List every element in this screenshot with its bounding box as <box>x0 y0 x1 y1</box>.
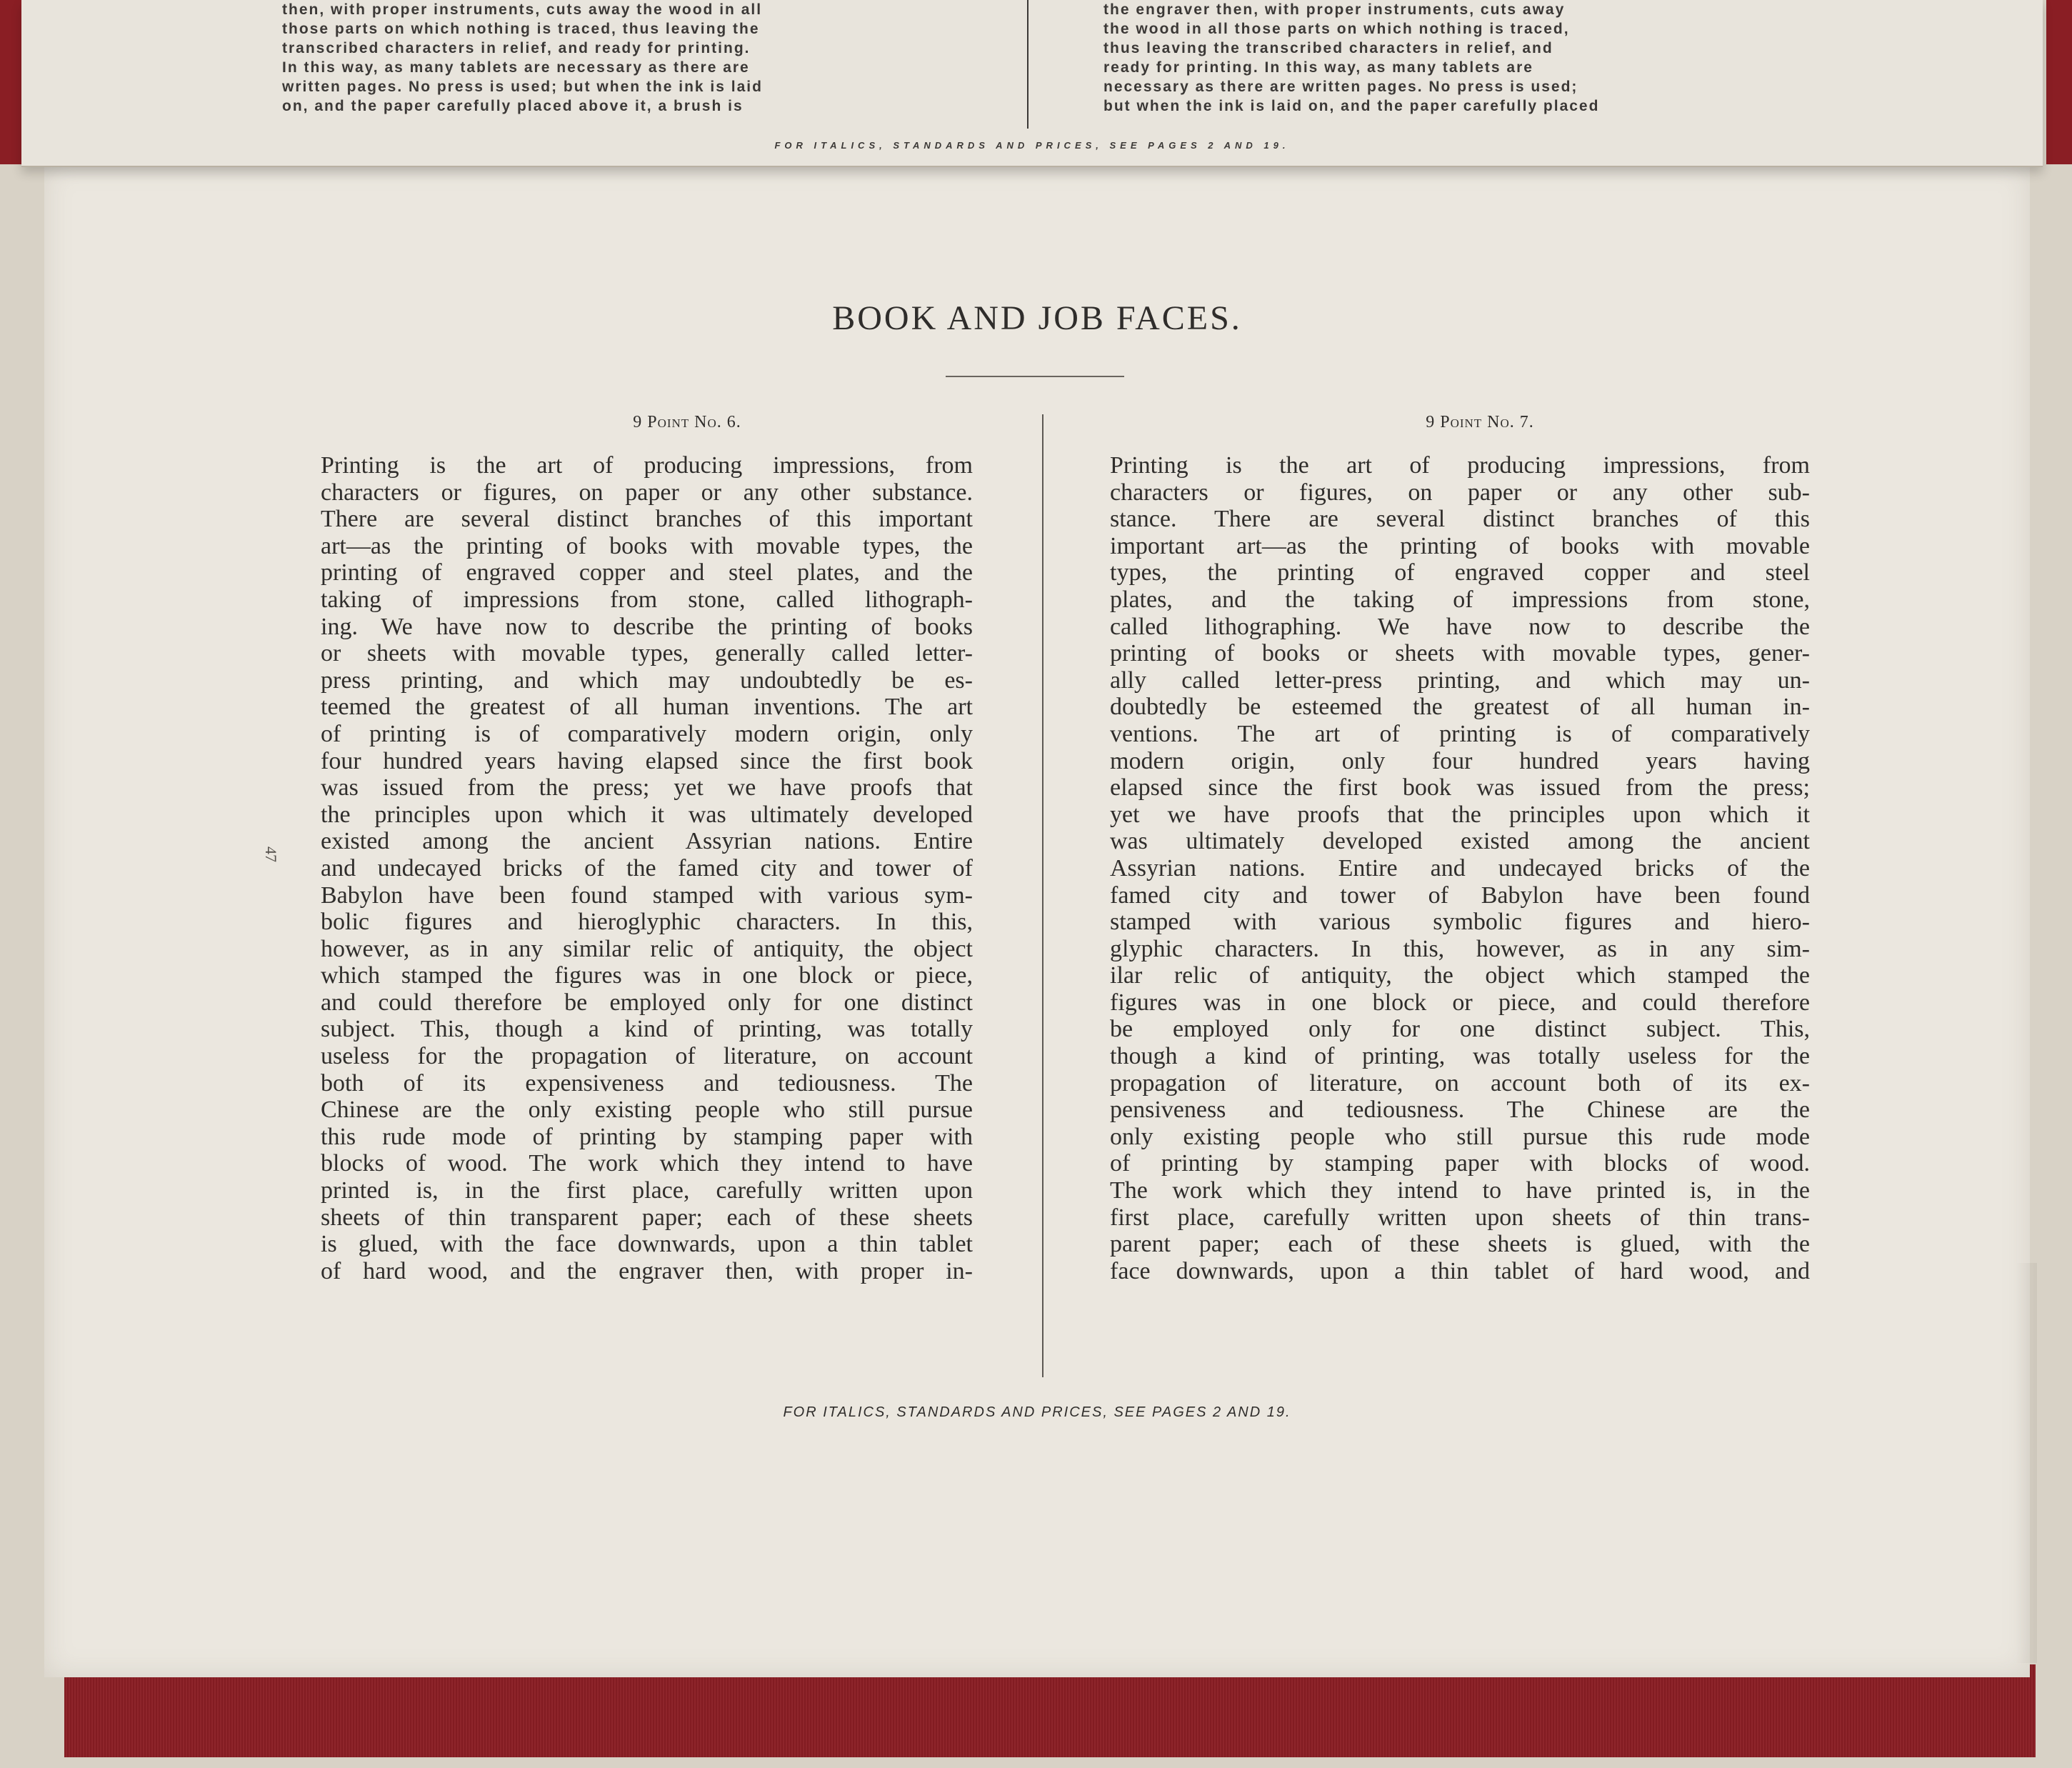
page-number: 47 <box>262 846 280 862</box>
text-line: glyphic characters. In this, however, as in any sim- <box>1110 935 1810 962</box>
text-line: be employed only for one distinct subject. This, <box>1110 1016 1810 1043</box>
column-divider <box>1042 414 1043 1377</box>
text-line: ilar relic of antiquity, the object which stamped the <box>1110 962 1810 989</box>
book-cover-edge-right <box>2046 0 2072 164</box>
text-line: the engraver then, with proper instruments, cuts away <box>1103 1 1566 18</box>
text-line: those parts on which nothing is traced, thus leaving the <box>282 21 760 37</box>
text-line: taking of impressions from stone, called lithograph- <box>321 586 973 613</box>
text-line: printing of books or sheets with movable types, gener- <box>1110 640 1810 667</box>
text-line: types, the printing of engraved copper and steel <box>1110 559 1810 586</box>
previous-page-right-column <box>1103 0 1814 116</box>
book-cover-cloth <box>64 1664 2036 1757</box>
book-page <box>44 163 2030 1677</box>
text-line: of printing by stamping paper with blocks of wood. <box>1110 1150 1810 1177</box>
text-line: existed among the ancient Assyrian nations. Entire <box>321 828 973 855</box>
text-line: which stamped the figures was in one block or piece, <box>321 962 973 989</box>
text-line: then, with proper instruments, cuts away the wood in all <box>282 1 763 18</box>
right-column-text <box>1110 452 1810 1284</box>
text-line: and undecayed bricks of the famed city and tower of <box>321 854 973 881</box>
text-line: pensiveness and tediousness. The Chinese are the <box>1110 1097 1810 1124</box>
text-line: Printing is the art of producing impressions, from <box>1110 452 1810 479</box>
page-footer: FOR ITALICS, STANDARDS AND PRICES, SEE PAGES 2 AND 19. <box>783 1404 1291 1420</box>
text-line: four hundred years having elapsed since the first book <box>321 747 973 774</box>
text-line: useless for the propagation of literature, on account <box>321 1043 973 1070</box>
text-line: ventions. The art of printing is of comparatively <box>1110 720 1810 747</box>
text-line: only existing people who still pursue this rude mode <box>1110 1123 1810 1150</box>
text-line: but when the ink is laid on, and the paper carefully placed <box>1103 98 1600 114</box>
text-line: both of its expensiveness and tediousness. The <box>321 1069 973 1097</box>
previous-page-fold <box>21 0 2043 167</box>
text-line: bolic figures and hieroglyphic characters. In this, <box>321 909 973 936</box>
text-line: Babylon have been found stamped with various sym- <box>321 881 973 909</box>
text-line: face downwards, upon a thin tablet of hard wood, and <box>1110 1257 1810 1284</box>
text-line: though a kind of printing, was totally useless for the <box>1110 1043 1810 1070</box>
text-line: The work which they intend to have printed is, in the <box>1110 1177 1810 1204</box>
text-line: was ultimately developed existed among the ancient <box>1110 828 1810 855</box>
text-line: transcribed characters in relief, and ready for printing. <box>282 40 751 56</box>
left-column-text <box>321 452 973 1284</box>
text-line: modern origin, only four hundred years having <box>1110 747 1810 774</box>
text-line: written pages. No press is used; but when the ink is laid <box>282 79 763 95</box>
text-line: teemed the greatest of all human inventions. The art <box>321 694 973 721</box>
text-line: press printing, and which may undoubtedly be es- <box>321 666 973 694</box>
text-line: plates, and the taking of impressions from stone, <box>1110 586 1810 613</box>
text-line: the wood in all those parts on which nothing is traced, <box>1103 21 1570 37</box>
text-line: and could therefore be employed only for one distinct <box>321 989 973 1016</box>
text-line: famed city and tower of Babylon have been found <box>1110 881 1810 909</box>
text-line: called lithographing. We have now to describe the <box>1110 613 1810 640</box>
text-line: necessary as there are written pages. No press is used; <box>1103 79 1578 95</box>
text-line: parent paper; each of these sheets is glued, with the <box>1110 1231 1810 1258</box>
text-line: ready for printing. In this way, as many tablets are <box>1103 59 1533 76</box>
text-line: yet we have proofs that the principles upon which it <box>1110 801 1810 828</box>
text-line: doubtedly be esteemed the greatest of all human in- <box>1110 694 1810 721</box>
text-line: ally called letter-press printing, and which may un- <box>1110 666 1810 694</box>
text-line: this rude mode of printing by stamping paper with <box>321 1123 973 1150</box>
page-curl-shadow <box>2016 1263 2037 1663</box>
text-line: on, and the paper carefully placed above it, a brush is <box>282 98 744 114</box>
title-rule <box>946 376 1124 377</box>
text-line: propagation of literature, on account both of its ex- <box>1110 1069 1810 1097</box>
previous-page-footer: FOR ITALICS, STANDARDS AND PRICES, SEE PAGES 2 AND 19. <box>774 140 1290 151</box>
page-title: BOOK AND JOB FACES. <box>832 299 1242 337</box>
text-line: elapsed since the first book was issued from the press; <box>1110 774 1810 801</box>
text-line: of printing is of comparatively modern origin, only <box>321 720 973 747</box>
text-line: blocks of wood. The work which they intend to have <box>321 1150 973 1177</box>
text-line: or sheets with movable types, generally called letter- <box>321 640 973 667</box>
text-line: first place, carefully written upon sheets of thin trans- <box>1110 1204 1810 1231</box>
text-line: however, as in any similar relic of antiquity, the object <box>321 935 973 962</box>
text-line: Chinese are the only existing people who still pursue <box>321 1097 973 1124</box>
text-line: art—as the printing of books with movable types, the <box>321 532 973 559</box>
text-line: There are several distinct branches of this important <box>321 506 973 533</box>
text-line: stamped with various symbolic figures and hiero- <box>1110 909 1810 936</box>
text-line: printing of engraved copper and steel plates, and the <box>321 559 973 586</box>
text-line: is glued, with the face downwards, upon a thin tablet <box>321 1231 973 1258</box>
text-line: sheets of thin transparent paper; each of these sheets <box>321 1204 973 1231</box>
text-line: Printing is the art of producing impressions, from <box>321 452 973 479</box>
text-line: stance. There are several distinct branches of this <box>1110 506 1810 533</box>
text-line: was issued from the press; yet we have proofs that <box>321 774 973 801</box>
text-line: subject. This, though a kind of printing, was totally <box>321 1016 973 1043</box>
left-column-heading: 9 Point No. 6. <box>633 413 741 431</box>
previous-page-left-column <box>282 0 982 116</box>
text-line: of hard wood, and the engraver then, with proper in- <box>321 1257 973 1284</box>
text-line: In this way, as many tablets are necessary as there are <box>282 59 750 76</box>
text-line: Assyrian nations. Entire and undecayed bricks of the <box>1110 854 1810 881</box>
text-line: ing. We have now to describe the printing of books <box>321 613 973 640</box>
text-line: important art—as the printing of books with movable <box>1110 532 1810 559</box>
text-line: printed is, in the first place, carefully written upon <box>321 1177 973 1204</box>
text-line: the principles upon which it was ultimately developed <box>321 801 973 828</box>
previous-page-column-divider <box>1027 0 1029 129</box>
text-line: figures was in one block or piece, and could therefore <box>1110 989 1810 1016</box>
right-column-heading: 9 Point No. 7. <box>1426 413 1534 431</box>
text-line: characters or figures, on paper or any other substance. <box>321 479 973 506</box>
text-line: thus leaving the transcribed characters in relief, and <box>1103 40 1553 56</box>
text-line: characters or figures, on paper or any other sub- <box>1110 479 1810 506</box>
